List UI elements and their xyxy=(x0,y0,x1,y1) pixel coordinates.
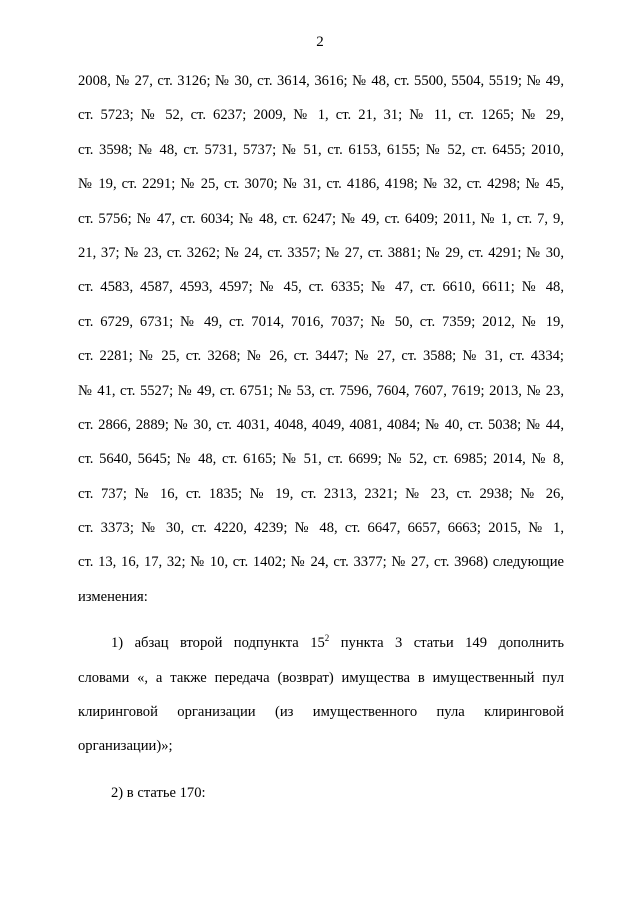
item-2-line: 2) в статье 170: xyxy=(111,784,206,801)
text-line: 2008, № 27, ст. 3126; № 30, ст. 3614, 3616; № 48, ст. 5500, 5504, 5519; № 49, xyxy=(78,73,564,89)
item-1-text: 1) абзац второй подпункта 15 xyxy=(111,635,325,652)
text-line: ст. 5640, 5645; № 48, ст. 6165; № 51, ст. 6699; № 52, ст. 6985; 2014, № 8, xyxy=(78,451,564,468)
text-line: ст. 3373; № 30, ст. 4220, 4239; № 48, ст. 6647, 6657, 6663; 2015, № 1, xyxy=(78,520,564,537)
item-1-line xyxy=(78,626,564,660)
body-text xyxy=(78,64,564,810)
page-number: 2 xyxy=(316,34,324,50)
text-line: № 41, ст. 5527; № 49, ст. 6751; № 53, ст. 7596, 7604, 7607, 7619; 2013, № 23, xyxy=(78,382,564,399)
item-1-line: организации)»; xyxy=(78,738,173,755)
superscript: 2 xyxy=(324,633,330,644)
text-line: ст. 13, 16, 17, 32; № 10, ст. 1402; № 24, ст. 3377; № 27, ст. 3968) следующие xyxy=(78,554,564,571)
text-line: ст. 737; № 16, ст. 1835; № 19, ст. 2313, 2321; № 23, ст. 2938; № 26, xyxy=(78,485,564,502)
text-line: ст. 5723; № 52, ст. 6237; 2009, № 1, ст. 21, 31; № 11, ст. 1265; № 29, xyxy=(78,107,564,124)
text-line: ст. 6729, 6731; № 49, ст. 7014, 7016, 7037; № 50, ст. 7359; 2012, № 19, xyxy=(78,313,564,330)
text-line: ст. 2281; № 25, ст. 3268; № 26, ст. 3447; № 27, ст. 3588; № 31, ст. 4334; xyxy=(78,348,564,365)
text-line: ст. 2866, 2889; № 30, ст. 4031, 4048, 4049, 4081, 4084; № 40, ст. 5038; № 44, xyxy=(78,416,564,433)
text-line: ст. 5756; № 47, ст. 6034; № 48, ст. 6247; № 49, ст. 6409; 2011, № 1, ст. 7, 9, xyxy=(78,210,564,227)
text-line: изменения: xyxy=(78,588,148,605)
text-line: ст. 4583, 4587, 4593, 4597; № 45, ст. 6335; № 47, ст. 6610, 6611; № 48, xyxy=(78,279,564,296)
text-line: 21, 37; № 23, ст. 3262; № 24, ст. 3357; № 27, ст. 3881; № 29, ст. 4291; № 30, xyxy=(78,244,564,261)
item-1-line: словами «, а также передача (возврат) имущества в имущественный пул xyxy=(78,669,564,686)
item-1-text-cont: пункта 3 статьи 149 дополнить xyxy=(329,635,565,652)
text-line: ст. 3598; № 48, ст. 5731, 5737; № 51, ст. 6153, 6155; № 52, ст. 6455; 2010, xyxy=(78,141,564,158)
text-line: № 19, ст. 2291; № 25, ст. 3070; № 31, ст. 4186, 4198; № 32, ст. 4298; № 45, xyxy=(78,176,564,193)
item-1-line: клиринговой организации (из имущественного пула клиринговой xyxy=(78,704,564,721)
